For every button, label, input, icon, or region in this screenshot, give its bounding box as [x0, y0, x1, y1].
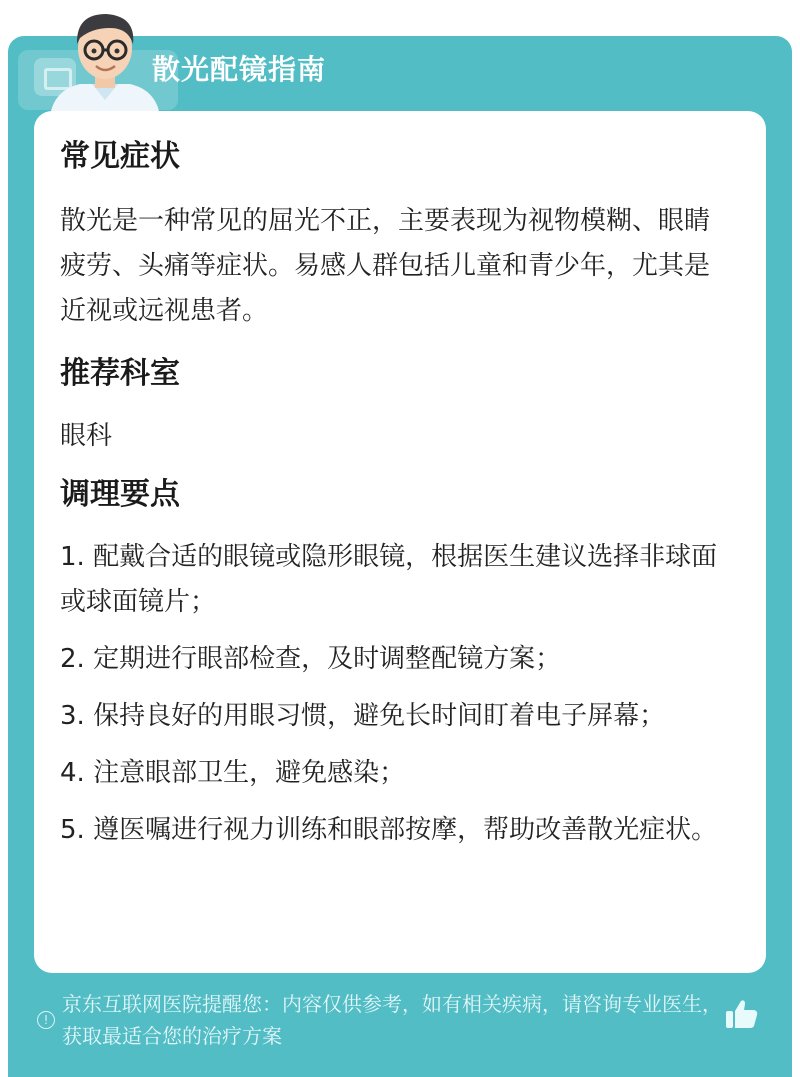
care-item: 2. 定期进行眼部检查，及时调整配镜方案；: [60, 644, 562, 674]
info-icon: !: [37, 1011, 55, 1029]
symptoms-text: 散光是一种常见的屈光不正，主要表现为视物模糊、眼睛疲劳、头痛等症状。易感人群包括儿童和青少年，尤其是近视或远视患者。: [60, 206, 711, 326]
care-item: 4. 注意眼部卫生，避免感染；: [60, 758, 406, 788]
content-body: [60, 135, 726, 853]
department-heading: 推荐科室: [60, 356, 180, 391]
care-item: 5. 遵医嘱进行视力训练和眼部按摩，帮助改善散光症状。: [60, 815, 718, 845]
care-item: 3. 保持良好的用眼习惯，避免长时间盯着电子屏幕；: [60, 701, 666, 731]
care-item: 1. 配戴合适的眼镜或隐形眼镜，根据医生建议选择非球面或球面镜片；: [60, 542, 718, 617]
department-text: 眼科: [60, 421, 113, 451]
care-heading: 调理要点: [60, 477, 180, 512]
disclaimer-text: 京东互联网医院提醒您：内容仅供参考，如有相关疾病，请咨询专业医生，获取最适合您的治疗方案: [62, 992, 722, 1048]
page-title: 散光配镜指南: [152, 53, 327, 86]
symptoms-heading: 常见症状: [60, 139, 180, 174]
content-card: [34, 111, 766, 973]
thumbs-up-icon[interactable]: [724, 996, 760, 1032]
doctor-avatar: [40, 4, 170, 116]
